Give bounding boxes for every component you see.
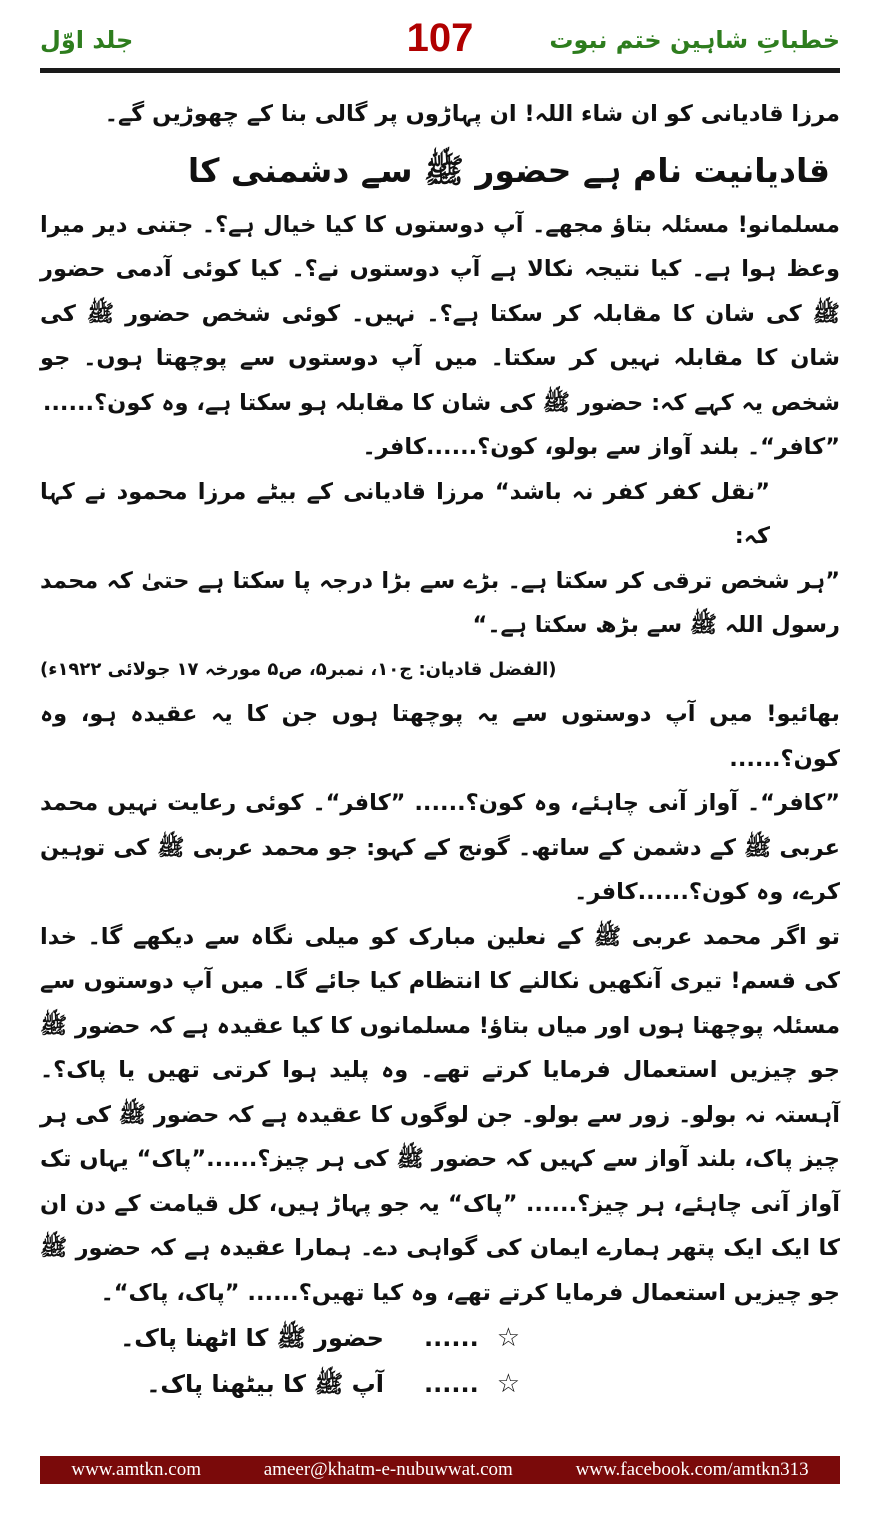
- bullet-text: آپ ﷺ کا بیٹھنا پاک۔: [146, 1370, 384, 1398]
- section-heading: قادیانیت نام ہے حضور ﷺ سے دشمنی کا: [187, 150, 830, 190]
- quote-reference: (الفضل قادیان: ج۱۰، نمبر۵، ص۵ مورخہ ۱۷ جولائی ۱۹۲۲ء): [40, 658, 557, 680]
- bullet-text: حضور ﷺ کا اٹھنا پاک۔: [120, 1324, 384, 1352]
- quote-reference-row: [40, 648, 840, 693]
- volume-label: جلد اوّل: [40, 26, 134, 54]
- email-link[interactable]: ameer@khatm-e-nubuwwat.com: [263, 1459, 513, 1480]
- bullet-item: [40, 1361, 840, 1407]
- bullet-dots: ......: [423, 1324, 479, 1352]
- bullet-item: [40, 1315, 840, 1361]
- star-icon: ☆: [496, 1369, 520, 1399]
- page-number: 107: [406, 16, 474, 60]
- quote-intro: ”نقل کفر کفر نہ باشد“ مرزا قادیانی کے بیٹے مرزا محمود نے کہا کہ:: [40, 478, 770, 549]
- header-rule: [40, 68, 840, 73]
- paragraph-2: ”کافر“۔ بلند آواز سے بولو، کون؟......کافر۔: [362, 434, 840, 460]
- facebook-link[interactable]: www.facebook.com/amtkn313: [575, 1459, 809, 1480]
- paragraph-3: بھائیو! میں آپ دوستوں سے یہ پوچھتا ہوں جن کا یہ عقیدہ ہو، وہ کون؟......: [40, 701, 840, 772]
- star-icon: ☆: [496, 1323, 520, 1353]
- quote-text: ”ہر شخص ترقی کر سکتا ہے۔ بڑے سے بڑا درجہ پا سکتا ہے حتیٰ کہ محمد رسول اللہ ﷺ سے بڑھ سکتا ہے۔“: [40, 567, 840, 638]
- paragraph-1: مسلمانو! مسئلہ بتاؤ مجھے۔ آپ دوستوں کا کیا خیال ہے؟۔ جتنی دیر میرا وعظ ہوا ہے۔ کیا نتیجہ نکالا ہے آپ دوستوں نے؟۔ کیا کوئی آدمی حضور ﷺ کی شان کا مقابلہ کر سکتا ہے؟۔ نہیں۔ کوئی شخص حضور ﷺ کی شان کا مقابلہ نہیں کر سکتا۔ میں آپ دوستوں سے پوچھتا ہوں۔ جو شخص یہ کہے کہ: حضور ﷺ کی شان کا مقابلہ ہو سکتا ہے، وہ کون؟......: [40, 211, 840, 416]
- opening-line: مرزا قادیانی کو ان شاء اللہ! ان پہاڑوں پر گالی بنا کے چھوڑیں گے۔: [104, 101, 840, 127]
- page-header: [40, 18, 840, 68]
- bullet-dots: ......: [423, 1370, 479, 1398]
- book-title: خطباتِ شاہین ختم نبوت: [549, 26, 840, 54]
- website-link[interactable]: www.amtkn.com: [71, 1459, 201, 1480]
- page-body: [40, 92, 840, 1407]
- page-footer: [40, 1456, 840, 1484]
- paragraph-5: تو اگر محمد عربی ﷺ کے نعلین مبارک کو میلی نگاہ سے دیکھے گا۔ خدا کی قسم! تیری آنکھیں نکالنے کا انتظام کیا جائے گا۔ میں آپ دوستوں سے مسئلہ پوچھتا ہوں اور میاں بتاؤ! مسلمانوں کا کیا عقیدہ ہے کہ حضور ﷺ جو چیزیں استعمال فرمایا کرتے تھے۔ وہ پلید ہوا کرتی تھیں یا پاک؟۔ آہستہ نہ بولو۔ زور سے بولو۔ جن لوگوں کا عقیدہ ہے کہ حضور ﷺ کی ہر چیز پاک، بلند آواز سے کہیں کہ حضور ﷺ کی ہر چیز؟......”پاک“ یہاں تک آواز آنی چاہئے، ہر چیز؟...... ”پاک“ یہ جو پہاڑ ہیں، کل قیامت کے دن ان کا ایک ایک پتھر ہمارے ایمان کی گواہی دے۔ ہمارا عقیدہ ہے کہ حضور ﷺ جو چیزیں استعمال فرمایا کرتے تھے، وہ کیا تھیں؟...... ”پاک، پاک“۔: [40, 923, 840, 1306]
- paragraph-4: ”کافر“۔ آواز آنی چاہئے، وہ کون؟...... ”کافر“۔ کوئی رعایت نہیں محمد عربی ﷺ کے دشمن کے ساتھ۔ گونج کے کہو: جو محمد عربی ﷺ کی توہین کرے، وہ کون؟......کافر۔: [40, 790, 840, 905]
